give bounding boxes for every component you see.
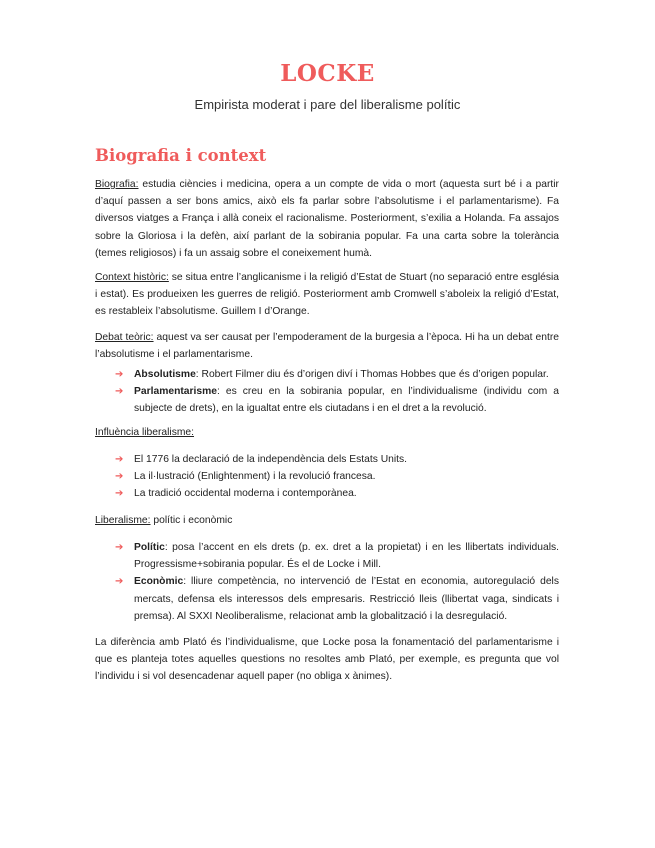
conclusion-paragraph: La diferència amb Plató és l’individualisme, que Locke posa la fonamentació del parlamentarisme i que es planteja totes aquelles questions no resoltes amb Plató, per exemple, es pregunta que vol l’individu i si vol desencadenar aquell paper (no obliga x ànimes). bbox=[95, 637, 559, 683]
document-title: LOCKE bbox=[280, 60, 375, 87]
liberalisme-list bbox=[95, 539, 559, 625]
list-item-text: El 1776 la declaració de la independència dels Estats Units. bbox=[134, 454, 408, 465]
list-item bbox=[95, 539, 559, 573]
list-item-text: La tradició occidental moderna i contemporànea. bbox=[134, 488, 357, 500]
debat-paragraph bbox=[95, 329, 559, 363]
arrow-bullet-icon: ➔ bbox=[115, 542, 124, 553]
influencia-label: Influència liberalisme: bbox=[95, 427, 195, 438]
arrow-bullet-icon: ➔ bbox=[115, 386, 124, 398]
list-item bbox=[95, 485, 559, 502]
list-item-term: Parlamentarisme bbox=[134, 386, 217, 398]
arrow-bullet-icon: ➔ bbox=[115, 454, 124, 465]
list-item bbox=[95, 573, 559, 625]
influencia-list bbox=[95, 451, 559, 503]
arrow-bullet-icon: ➔ bbox=[115, 576, 124, 588]
list-item-text: : es creu en la sobirania popular, en l’individualisme (individu com a subjecte de drets), en la igualtat entre els ciutadans i en el dret a la revolució. bbox=[134, 386, 559, 415]
context-text: se situa entre l’anglicanisme i la religió d’Estat de Stuart (no separació entre església i estat). Es produeixen les guerres de religió. Posteriorment amb Cromwell s’aboleix la religió d’Estat, es restableix l’absolutisme. Guillem I d’Orange. bbox=[95, 272, 559, 318]
debat-label: Debat teòric: bbox=[95, 332, 154, 343]
list-item bbox=[95, 383, 559, 417]
arrow-bullet-icon: ➔ bbox=[115, 369, 124, 380]
list-item-text: La il·lustració (Enlightenment) i la revolució francesa. bbox=[134, 471, 376, 483]
biografia-paragraph bbox=[95, 176, 559, 262]
debat-text: aquest va ser causat per l’empoderament de la burgesia a l’època. Hi ha un debat entre l’absolutisme i el parlamentarisme. bbox=[95, 332, 559, 361]
list-item-text: : posa l’accent en els drets (p. ex. dret a la propietat) i en les llibertats individuals. Progressisme+sobirania popular. És el de Locke i Mill. bbox=[134, 542, 559, 571]
arrow-bullet-icon: ➔ bbox=[115, 488, 124, 500]
list-item bbox=[95, 451, 559, 468]
liberalisme-label: Liberalisme: bbox=[95, 515, 151, 526]
list-item bbox=[95, 366, 559, 383]
list-item-text: : lliure competència, no intervenció de l’Estat en economia, autoregulació dels mercats, defensa els interessos dels empresaris. Restricció lleis (llibertat vaga, sindicats i premsa). Al SXXI Neoliberalisme, relacionat amb la globalització i la desregulació. bbox=[134, 576, 559, 622]
influencia-paragraph bbox=[95, 424, 559, 441]
arrow-bullet-icon: ➔ bbox=[115, 471, 124, 483]
liberalisme-text: polític i econòmic bbox=[150, 515, 233, 526]
list-item bbox=[95, 468, 559, 485]
biografia-label: Biografia: bbox=[95, 179, 139, 190]
context-paragraph bbox=[95, 269, 559, 321]
debat-list bbox=[95, 366, 559, 418]
liberalisme-paragraph bbox=[95, 512, 559, 529]
context-label: Context històric: bbox=[95, 272, 169, 283]
biografia-text: estudia ciències i medicina, opera a un compte de vida o mort (aquesta surt bé i a partir d’aquí passen a ser bons amics, això els fa parlar sobre l’absolutisme i el parlamentarisme). Fa diversos viatges a França i allà coneix el racionalisme. Posteriorment, s’exilia a Holanda. Fa assajos sobre la Gloriosa i la defèn, així parlant de la sobirania popular. Fa una carta sobre la tolerància (temes religiosos) i fa un assaig sobre el coneixement humà. bbox=[95, 179, 559, 259]
list-item-text: : Robert Filmer diu és d’origen diví i Thomas Hobbes que és d’origen popular. bbox=[195, 369, 549, 380]
document-subtitle: Empirista moderat i pare del liberalisme polític bbox=[194, 97, 461, 112]
section-heading: Biografia i context bbox=[95, 146, 267, 165]
list-item-term: Polític bbox=[134, 542, 165, 553]
list-item-term: Absolutisme bbox=[134, 369, 196, 380]
list-item-term: Econòmic bbox=[134, 576, 184, 588]
